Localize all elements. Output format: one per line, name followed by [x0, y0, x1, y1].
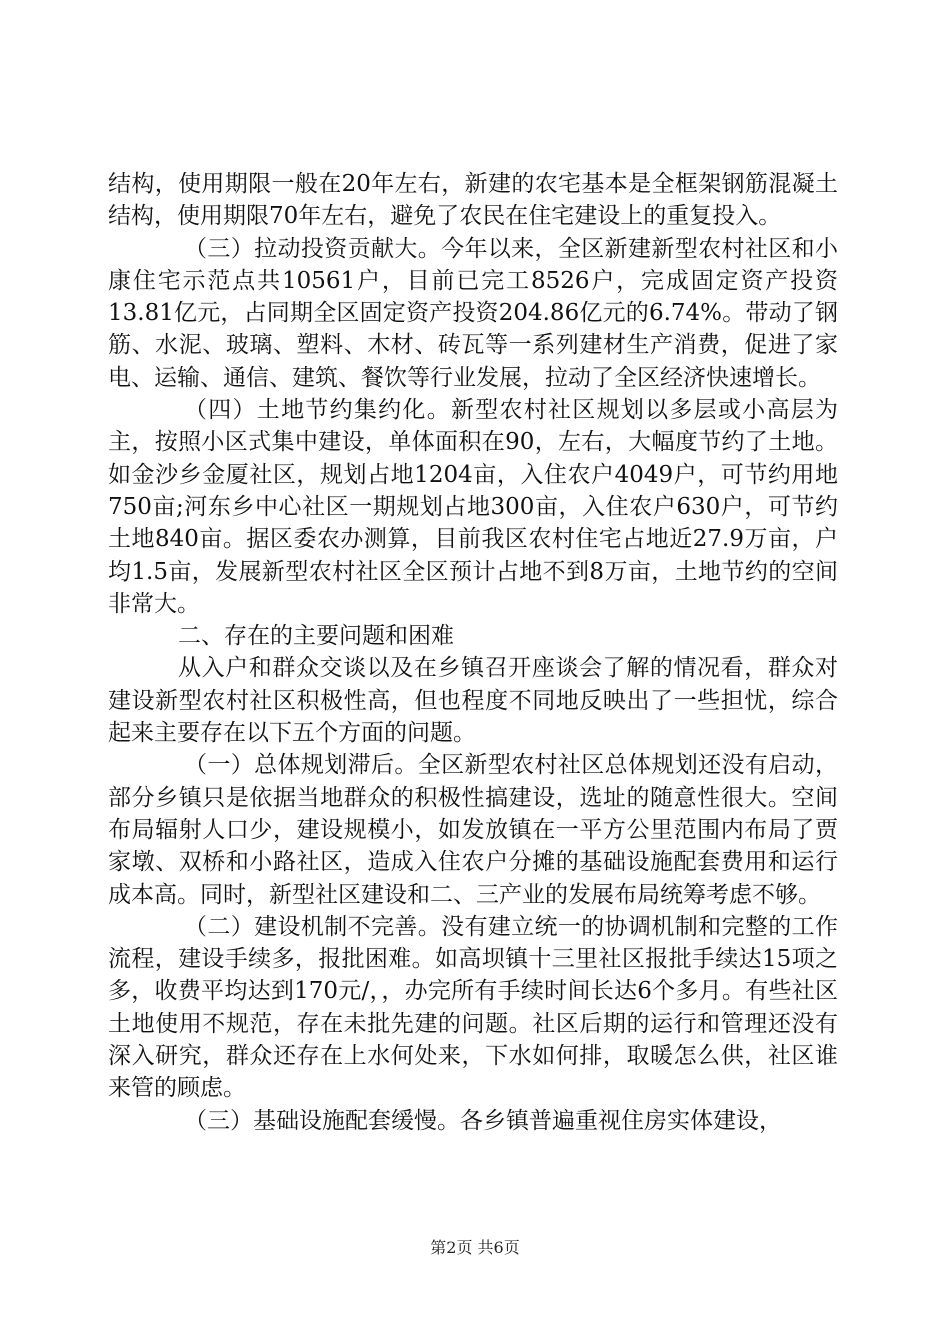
paragraph-planning: （一）总体规划滞后。全区新型农村社区总体规划还没有启动，部分乡镇只是依据当地群众的积极性搞建设，选址的随意性很大。空间布局辐射人口少，建设规模小，如发放镇在一平方公里范围内布局了贾家墩、双桥和小路社区，造成入住农户分摊的基础设施配套费用和运行成本高。同时，新型社区建设和二、三产业的发展布局统筹考虑不够。: [108, 752, 838, 908]
section-heading-problems: 二、存在的主要问题和困难: [178, 623, 454, 650]
paragraph-land-saving: （四）土地节约集约化。新型农村社区规划以多层或小高层为主，按照小区式集中建设，单体面积在90，左右，大幅度节约了土地。如金沙乡金厦社区，规划占地1204亩，入住农户4049户，可节约用地750亩;河东乡中心社区一期规划占地300亩，入住农户630户，可节约土地840亩。据区委农办测算，目前我区农村住宅占地近27.9万亩，户均1.5亩，发展新型农村社区全区预计占地不到8万亩，土地节约的空间非常大。: [108, 397, 838, 617]
paragraph-investment: （三）拉动投资贡献大。今年以来，全区新建新型农村社区和小康住宅示范点共10561户，目前已完工8526户，完成固定资产投资13.81亿元，占同期全区固定资产投资204.86亿元的6.74%。带动了钢筋、水泥、玻璃、塑料、木材、砖瓦等一系列建材生产消费，促进了家电、运输、通信、建筑、餐饮等行业发展，拉动了全区经济快速增长。: [108, 235, 838, 391]
paragraph-mechanism: （二）建设机制不完善。没有建立统一的协调机制和完整的工作流程，建设手续多，报批困难。如高坝镇十三里社区报批手续达15项之多，收费平均达到170元/，，办完所有手续时间长达6个多月。有些社区土地使用不规范，存在未批先建的问题。社区后期的运行和管理还没有深入研究，群众还存在上水何处来，下水如何排，取暖怎么供，社区谁来管的顾虑。: [108, 913, 838, 1102]
document-body: [108, 168, 838, 1137]
paragraph-infrastructure: （三）基础设施配套缓慢。各乡镇普遍重视住房实体建设，: [184, 1107, 782, 1134]
page-footer: 第2页 共6页: [430, 1238, 520, 1257]
paragraph-continuation: 结构，使用期限一般在20年左右，新建的农宅基本是全框架钢筋混凝土结构，使用期限70年左右，避免了农民在住宅建设上的重复投入。: [108, 171, 838, 230]
paragraph-problems-intro: 从入户和群众交谈以及在乡镇召开座谈会了解的情况看，群众对建设新型农村社区积极性高，但也程度不同地反映出了一些担忧，综合起来主要存在以下五个方面的问题。: [108, 655, 838, 747]
